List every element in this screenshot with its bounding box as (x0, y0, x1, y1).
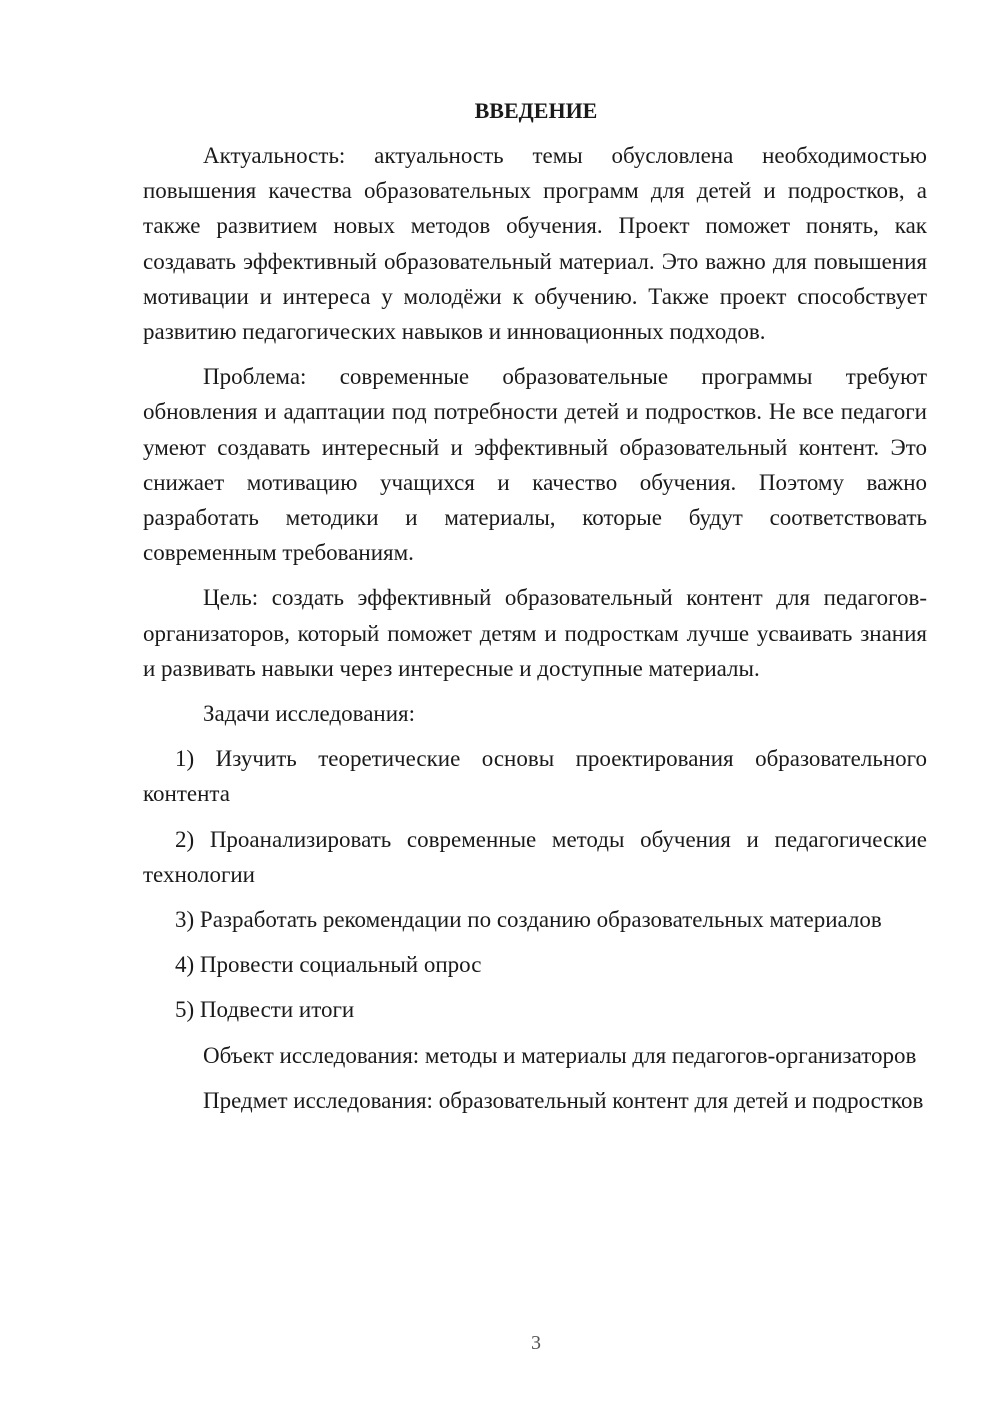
object-paragraph: Объект исследования: методы и материалы для педагогов-организаторов (203, 1042, 917, 1068)
section-title: ВВЕДЕНИЕ (474, 98, 598, 123)
subject-paragraph: Предмет исследования: образовательный контент для детей и подростков (203, 1087, 924, 1113)
task-item-3: 3) Разработать рекомендации по созданию образовательных материалов (175, 907, 882, 933)
task-item-4: 4) Провести социальный опрос (175, 952, 482, 978)
problem-paragraph: Проблема: современные образовательные программы требуют обновления и адаптации под потребности детей и подростков. Не все педагоги умеют создавать интересный и эффективный образовательный контент. Это снижает мотивацию учащихся и качество обучения. Поэтому важно разработать методики и материалы, которые будут соответствовать современным требованиям. (143, 364, 927, 566)
task-item-2: 2) Проанализировать современные методы обучения и педагогические технологии (143, 826, 927, 887)
task-item-1: 1) Изучить теоретические основы проектирования образовательного контента (143, 746, 927, 807)
relevance-paragraph: Актуальность: актуальность темы обусловлена необходимостью повышения качества образовательных программ для детей и подростков, а также развитием новых методов обучения. Проект поможет понять, как создавать эффективный образовательный материал. Это важно для повышения мотивации и интереса у молодёжи к обучению. Также проект способствует развитию педагогических навыков и инновационных подходов. (143, 143, 927, 345)
page-content (143, 96, 927, 1118)
page-number: 3 (531, 1332, 541, 1354)
goal-paragraph: Цель: создать эффективный образовательный контент для педагогов-организаторов, который поможет детям и подросткам лучше усваивать знания и развивать навыки через интересные и доступные материалы. (143, 585, 927, 681)
task-item-5: 5) Подвести итоги (175, 997, 355, 1023)
tasks-heading: Задачи исследования: (203, 701, 416, 727)
